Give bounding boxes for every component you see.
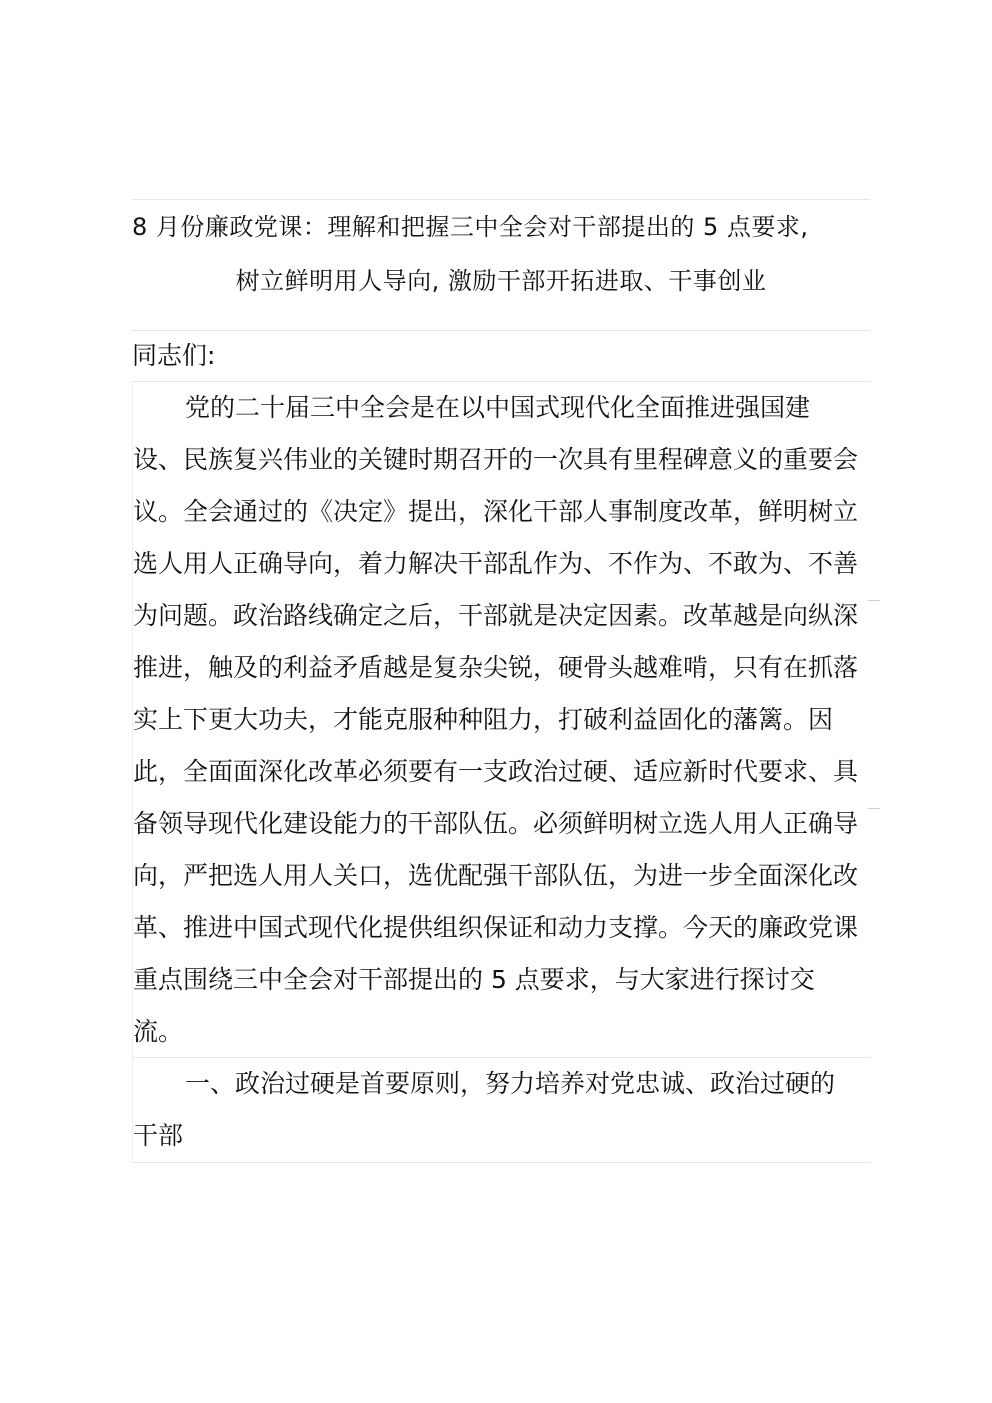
body-paragraph: 党的二十届三中全会是在以中国式现代化全面推进强国建设、民族复兴伟业的关键时期召开的一次具有里程碑意义的重要会议。全会通过的《决定》提出，深化干部人事制度改革，鲜明树立选人用人正确导向，着力解决干部乱作为、不作为、不敢为、不善为问题。政治路线确定之后，干部就是决定因素。改革越是向纵深推进，触及的利益矛盾越是复杂尖锐，硬骨头越难啃，只有在抓落实上下更大功夫，才能克服种种阻力，打破利益固化的藩篱。因此，全面面深化改革必须要有一支政治过硬、适应新时代要求、具备领导现代化建设能力的干部队伍。必须鲜明树立选人用人正确导向，严把选人用人关口，选优配强干部队伍，为进一步全面深化改革、推进中国式现代化提供组织保证和动力支撑。今天的廉政党课重点围绕三中全会对干部提出的 5 点要求，与大家进行探讨交流。 [133,393,859,1046]
section-heading-1: 一、政治过硬是首要原则，努力培养对党忠诚、政治过硬的干部 [133,1069,836,1150]
margin-mark [868,600,880,601]
title-line-1: 8 月份廉政党课：理解和把握三中全会对干部提出的 5 点要求, [132,213,809,241]
body-paragraph-block [132,381,871,1058]
margin-mark [868,808,880,809]
title-line-2: 树立鲜明用人导向, 激励干部开拓进取、干事创业 [235,267,767,295]
document-title [132,199,870,304]
greeting: 同志们: [132,341,216,370]
section-heading-block [132,1057,871,1163]
greeting-block [132,330,870,381]
